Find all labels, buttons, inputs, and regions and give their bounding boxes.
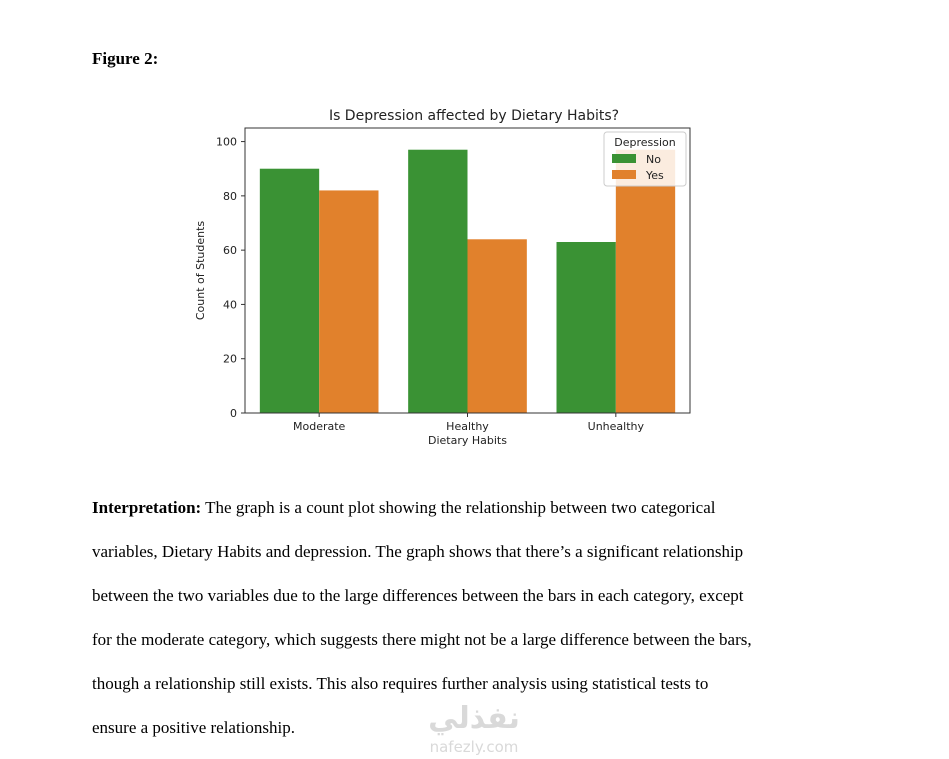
bar-healthy-yes: [468, 239, 527, 413]
y-tick-label: 100: [216, 135, 237, 149]
watermark-logo: [418, 694, 530, 758]
figure-label: Figure 2:: [92, 49, 159, 68]
paragraph-line-4: for the moderate category, which suggests there might not be a large difference between the bars,: [92, 630, 752, 649]
legend-label-no: No: [646, 153, 661, 166]
paragraph-line-1: [92, 486, 862, 530]
paragraph-line-6: ensure a positive relationship.: [92, 718, 296, 737]
y-tick-label: 60: [223, 244, 237, 258]
watermark-arabic: نفذلي: [428, 701, 520, 736]
y-tick-label: 20: [223, 352, 237, 366]
paragraph-line-5: though a relationship still exists. This also requires further analysis using statistical tests to: [92, 674, 709, 693]
count-plot-chart: [180, 100, 710, 460]
interpretation-lead: Interpretation:: [92, 498, 202, 517]
bar-unhealthy-yes: [616, 150, 675, 413]
bar-moderate-yes: [319, 190, 378, 413]
bar-unhealthy-no: [557, 242, 616, 413]
x-tick-label: Moderate: [293, 420, 346, 433]
chart-canvas: [180, 100, 710, 460]
y-axis: [216, 136, 245, 420]
bars-group: [260, 150, 675, 413]
x-tick-label: Healthy: [446, 420, 489, 433]
bar-moderate-no: [260, 169, 319, 413]
legend-title: Depression: [614, 136, 676, 149]
paragraph-line-3: between the two variables due to the large differences between the bars in each category, except: [92, 586, 744, 605]
x-axis-label: Dietary Habits: [428, 434, 507, 447]
x-tick-label: Unhealthy: [587, 420, 645, 433]
x-axis: [293, 413, 644, 433]
y-tick-label: 0: [230, 407, 237, 420]
legend-swatch-yes: [612, 170, 636, 179]
legend-label-yes: Yes: [646, 169, 664, 182]
legend: [604, 132, 686, 186]
watermark-latin: nafezly.com: [429, 738, 519, 756]
chart-title: Is Depression affected by Dietary Habits?: [328, 108, 620, 124]
paragraph-line-2: variables, Dietary Habits and depression. The graph shows that there’s a significant relationship: [92, 542, 744, 561]
y-tick-label: 80: [223, 189, 237, 203]
paragraph-text: The graph is a count plot showing the relationship between two categorical: [201, 498, 716, 517]
bar-healthy-no: [408, 150, 467, 413]
y-axis-label: Count of Students: [194, 220, 207, 321]
legend-swatch-no: [612, 154, 636, 163]
y-tick-label: 40: [223, 298, 237, 312]
